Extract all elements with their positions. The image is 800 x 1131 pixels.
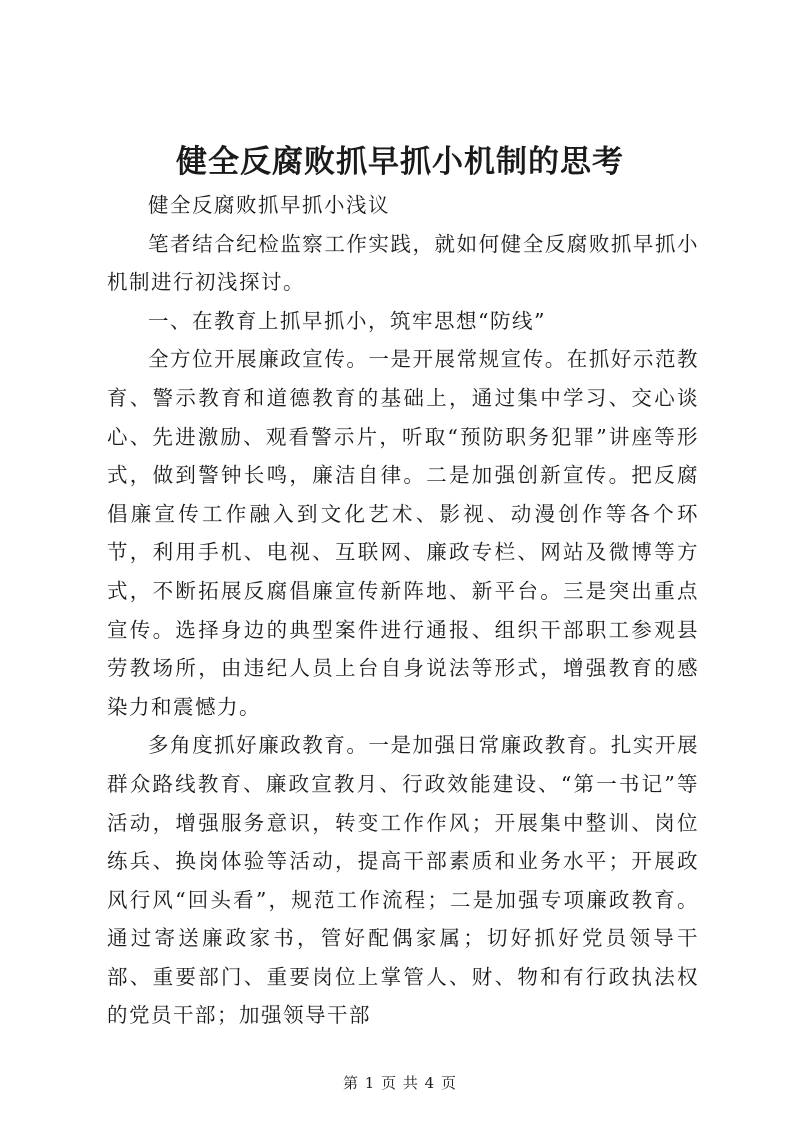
section-heading: 一、在教育上抓早抓小，筑牢思想“防线” bbox=[148, 308, 546, 333]
page-footer: 第 1 页 共 4 页 bbox=[343, 1074, 457, 1092]
body-paragraph: 全方位开展廉政宣传。一是开展常规宣传。在抓好示范教育、警示教育和道德教育的基础上，通过集中学习、交心谈心、先进激励、观看警示片，听取“预防职务犯罪”讲座等形式，做到警钟长鸣，廉洁自律。二是加强创新宣传。把反腐倡廉宣传工作融入到文化艺术、影视、动漫创作等各个环节，利用手机、电视、互联网、廉政专栏、网站及微博等方式，不断拓展反腐倡廉宣传新阵地、新平台。三是突出重点宣传。选择身边的典型案件进行通报、组织干部职工参观县劳教场所，由违纪人员上台自身说法等形式，增强教育的感染力和震憾力。 bbox=[107, 347, 699, 719]
document-body bbox=[107, 186, 699, 1035]
body-paragraph: 多角度抓好廉政教育。一是加强日常廉政教育。扎实开展群众路线教育、廉政宣教月、行政效能建设、“第一书记”等活动，增强服务意识，转变工作作风；开展集中整训、岗位练兵、换岗体验等活动，提高干部素质和业务水平；开展政风行风“回头看”，规范工作流程；二是加强专项廉政教育。通过寄送廉政家书，管好配偶家属；切好抓好党员领导干部、重要部门、重要岗位上掌管人、财、物和有行政执法权的党员干部；加强领导干部 bbox=[107, 733, 699, 1028]
subtitle-paragraph: 健全反腐败抓早抓小浅议 bbox=[148, 193, 390, 217]
document-title: 健全反腐败抓早抓小机制的思考 bbox=[176, 144, 624, 180]
intro-paragraph: 笔者结合纪检监察工作实践，就如何健全反腐败抓早抓小机制进行初浅探讨。 bbox=[107, 231, 699, 295]
